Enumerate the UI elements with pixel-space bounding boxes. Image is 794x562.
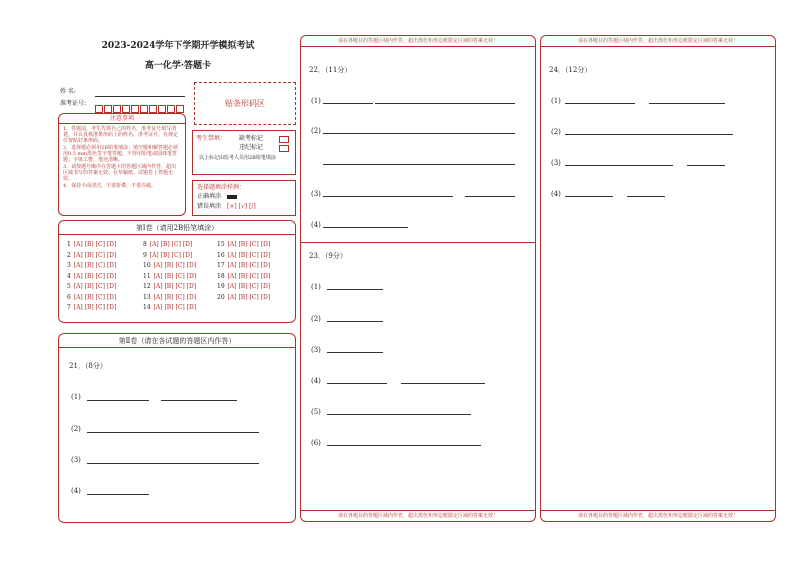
- part1-title: 第Ⅰ卷（请用2B铅笔填涂）: [135, 224, 219, 232]
- mc-question-number: 14: [143, 304, 153, 311]
- column3-box: [540, 35, 776, 522]
- notice-item: 1．答题前，考生先将自己的姓名，准考证号填写清楚，并认真核准条形码上的姓名、准考证号，在规定位置贴好条形码。: [63, 126, 179, 144]
- q23-answer-line[interactable]: [327, 383, 387, 384]
- bottom-warning: 请在各题目的答题区域内作答，超出黑色矩形边框限定区域的答案无效！: [337, 513, 498, 519]
- violation-checkbox[interactable]: [279, 145, 289, 152]
- q22-answer-line[interactable]: [323, 103, 373, 104]
- notice-item: 4．保持卡面清洁，不要折叠、不要弄破。: [63, 183, 157, 189]
- mc-options[interactable]: [A] [B] [C] [D]: [227, 293, 271, 301]
- mc-question-number: 10: [143, 262, 153, 269]
- q24-answer-line[interactable]: [649, 103, 725, 104]
- notice-title: 注意事项: [59, 114, 185, 124]
- mc-question-number: 3: [67, 262, 73, 269]
- q23-answer-line[interactable]: [327, 445, 481, 446]
- absent-checkbox[interactable]: [279, 136, 289, 143]
- q22-part-1: (1): [311, 97, 321, 105]
- q22-part-4: (4): [311, 221, 321, 229]
- id-digit-cell[interactable]: [176, 105, 184, 113]
- mc-question-row[interactable]: [67, 294, 117, 301]
- mc-question-row[interactable]: [67, 262, 117, 269]
- mc-question-row[interactable]: [67, 273, 117, 280]
- q21-part-3: (3): [71, 456, 81, 464]
- part1-box: [58, 220, 296, 323]
- mc-options[interactable]: [A] [B] [C] [D]: [149, 241, 193, 248]
- mc-question-row[interactable]: [143, 241, 193, 248]
- part2-box: [58, 333, 296, 523]
- bottom-warning-divider: [301, 510, 535, 511]
- top-warning-divider: [541, 46, 775, 47]
- q21-part-2: (2): [71, 425, 81, 433]
- page-title: 2023-2024学年下学期开学模拟考试: [101, 41, 255, 51]
- q22-q23-divider: [301, 242, 535, 243]
- mc-question-row[interactable]: [67, 252, 117, 259]
- mc-question-row[interactable]: [143, 283, 197, 290]
- notice-item: 3．请按题号顺序在答题卡的答题区域内作答，超出区域书写的答案无效；在草稿纸、试题卷上答题无效。: [63, 164, 177, 182]
- fill-sample-title: 选择题填涂样例：: [197, 184, 246, 191]
- exam-flag-note: 以上标记由监考人员用2B铅笔填涂: [199, 155, 276, 161]
- mc-options[interactable]: [A] [B] [C] [D]: [73, 293, 117, 301]
- q21-part-4: (4): [71, 487, 81, 495]
- mc-question-row[interactable]: [217, 262, 271, 269]
- mc-question-number: 15: [217, 241, 227, 248]
- q21-answer-line[interactable]: [161, 400, 237, 401]
- mc-options[interactable]: [A] [B] [C] [D]: [153, 293, 197, 301]
- q22-part-2: (2): [311, 127, 321, 135]
- mc-question-number: 4: [67, 272, 73, 280]
- q23-label: 23．（9分）: [309, 252, 347, 260]
- top-warning-divider: [301, 46, 535, 47]
- mc-question-row[interactable]: [67, 241, 117, 248]
- q23-answer-line[interactable]: [327, 289, 383, 290]
- q24-answer-line[interactable]: [565, 165, 673, 166]
- q22-part-3: (3): [311, 190, 321, 198]
- q22-answer-line[interactable]: [465, 196, 515, 197]
- mc-options[interactable]: [A] [B] [C] [D]: [73, 283, 117, 290]
- id-digit-cell[interactable]: [140, 105, 148, 113]
- notice-box: [58, 113, 186, 216]
- mc-question-number: 8: [143, 241, 149, 248]
- q21-answer-line[interactable]: [87, 432, 259, 433]
- mc-options[interactable]: [A] [B] [C] [D]: [153, 304, 197, 311]
- q21-part-1: (1): [71, 393, 81, 401]
- mc-question-row[interactable]: [143, 304, 197, 311]
- q23-part-5: (5): [311, 408, 321, 416]
- wrong-fill-label: 错误填涂: [197, 203, 222, 210]
- top-warning: 请在各题目的答题区域内作答，超出黑色矩形边框限定区域的答案无效！: [337, 38, 498, 44]
- q22-answer-line[interactable]: [375, 103, 515, 104]
- bottom-warning: 请在各题目的答题区域内作答，超出黑色矩形边框限定区域的答案无效！: [577, 513, 738, 519]
- notice-item: 2．选择题必须用2B铅笔填涂；填空题和解答题必须用0.5 mm黑色签字笔答题，不得用铅笔或圆珠笔答题；字体工整、笔迹清晰。: [63, 145, 179, 163]
- id-digit-cell[interactable]: [158, 105, 166, 113]
- q24-answer-line[interactable]: [687, 165, 725, 166]
- q23-answer-line[interactable]: [327, 321, 383, 322]
- mc-question-row[interactable]: [143, 252, 193, 259]
- mc-options[interactable]: [A] [B] [C] [D]: [153, 272, 197, 280]
- wrong-fill-marks: [×] [√] [/]: [227, 203, 256, 210]
- fill-sample-box: [192, 180, 296, 216]
- mc-question-row[interactable]: [217, 283, 271, 290]
- id-digit-cell[interactable]: [149, 105, 157, 113]
- q21-label: 21．（8分）: [69, 362, 107, 370]
- q22-answer-line[interactable]: [323, 227, 408, 228]
- q21-answer-line[interactable]: [87, 463, 259, 464]
- q23-part-6: (6): [311, 439, 321, 447]
- mc-options[interactable]: [A] [B] [C] [D]: [73, 272, 117, 280]
- mc-options[interactable]: [A] [B] [C] [D]: [227, 283, 271, 290]
- q24-part-1: (1): [551, 97, 561, 105]
- mc-question-number: 16: [217, 251, 227, 259]
- mc-question-number: 17: [217, 262, 227, 269]
- id-digit-cell[interactable]: [113, 105, 121, 113]
- mc-question-number: 18: [217, 272, 227, 280]
- q22-label: 22．（11分）: [309, 66, 352, 74]
- mc-question-number: 1: [67, 241, 73, 248]
- mc-question-row[interactable]: [217, 294, 271, 301]
- q23-answer-line[interactable]: [327, 352, 383, 353]
- mc-question-row[interactable]: [143, 262, 197, 269]
- name-field[interactable]: [95, 96, 185, 97]
- exam-flag-label: 考生禁填：: [196, 135, 227, 142]
- mc-question-number: 19: [217, 283, 227, 290]
- mc-question-number: 7: [67, 304, 73, 311]
- mc-options[interactable]: [A] [B] [C] [D]: [227, 272, 271, 280]
- q23-part-2: (2): [311, 315, 321, 323]
- top-warning: 请在各题目的答题区域内作答，超出黑色矩形边框限定区域的答案无效！: [577, 38, 738, 44]
- q24-answer-line[interactable]: [565, 103, 635, 104]
- mc-question-number: 5: [67, 283, 73, 290]
- q24-answer-line[interactable]: [627, 196, 665, 197]
- mc-question-number: 2: [67, 251, 73, 259]
- id-digit-cell[interactable]: [167, 105, 175, 113]
- q24-label: 24．（12分）: [549, 66, 592, 74]
- mc-options[interactable]: [A] [B] [C] [D]: [73, 304, 117, 311]
- q21-answer-line[interactable]: [87, 400, 149, 401]
- mc-options[interactable]: [A] [B] [C] [D]: [227, 241, 271, 248]
- mc-options[interactable]: [A] [B] [C] [D]: [73, 251, 117, 259]
- name-label: 姓 名:: [60, 88, 76, 95]
- mc-question-row[interactable]: [67, 304, 117, 311]
- mc-question-row[interactable]: [67, 283, 117, 290]
- correct-fill-label: 正确填涂: [197, 193, 222, 200]
- absent-label: 缺考标记: [239, 135, 264, 142]
- mc-question-row[interactable]: [217, 252, 271, 259]
- q22-answer-line[interactable]: [323, 133, 515, 134]
- mc-question-number: 9: [143, 251, 149, 259]
- mc-options[interactable]: [A] [B] [C] [D]: [227, 262, 271, 269]
- page-subtitle: 高一化学·答题卡: [144, 61, 212, 71]
- q22-answer-line[interactable]: [323, 164, 515, 165]
- mc-question-row[interactable]: [217, 273, 271, 280]
- id-digit-cell[interactable]: [104, 105, 112, 113]
- column2-box: [300, 35, 536, 522]
- part2-divider: [59, 347, 295, 348]
- mc-options[interactable]: [A] [B] [C] [D]: [153, 262, 197, 269]
- id-digit-cell[interactable]: [122, 105, 130, 113]
- id-digit-cell[interactable]: [131, 105, 139, 113]
- exam-flag-box: [192, 130, 296, 175]
- q24-answer-line[interactable]: [565, 196, 613, 197]
- q21-answer-line[interactable]: [87, 494, 149, 495]
- mc-question-number: 6: [67, 293, 73, 301]
- id-label: 准考证号:: [60, 100, 87, 107]
- q23-part-3: (3): [311, 346, 321, 354]
- part1-divider: [59, 234, 295, 235]
- bottom-warning-divider: [541, 510, 775, 511]
- mc-options[interactable]: [A] [B] [C] [D]: [73, 262, 117, 269]
- correct-fill-mark: [227, 195, 237, 199]
- mc-question-row[interactable]: [143, 294, 197, 301]
- id-digit-cell[interactable]: [95, 105, 103, 113]
- mc-question-row[interactable]: [143, 273, 197, 280]
- q24-answer-line[interactable]: [565, 134, 733, 135]
- q22-answer-line[interactable]: [323, 196, 453, 197]
- q23-answer-line[interactable]: [327, 414, 471, 415]
- mc-question-number: 13: [143, 293, 153, 301]
- mc-question-number: 20: [217, 293, 227, 301]
- q23-answer-line[interactable]: [401, 383, 485, 384]
- mc-question-number: 12: [143, 283, 153, 290]
- mc-options[interactable]: [A] [B] [C] [D]: [227, 251, 271, 259]
- part2-title: 第Ⅱ卷（请在各试题的答题区内作答）: [118, 337, 236, 345]
- q23-part-1: (1): [311, 283, 321, 291]
- q24-part-4: (4): [551, 190, 561, 198]
- q24-part-2: (2): [551, 128, 561, 136]
- mc-options[interactable]: [A] [B] [C] [D]: [153, 283, 197, 290]
- mc-options[interactable]: [A] [B] [C] [D]: [149, 251, 193, 259]
- violation-label: 违纪标记: [239, 144, 264, 151]
- barcode-label: 贴条形码区: [225, 99, 265, 108]
- mc-question-number: 11: [143, 272, 153, 280]
- q24-part-3: (3): [551, 159, 561, 167]
- mc-question-row[interactable]: [217, 241, 271, 248]
- mc-options[interactable]: [A] [B] [C] [D]: [73, 241, 117, 248]
- barcode-area: [194, 82, 296, 125]
- q23-part-4: (4): [311, 377, 321, 385]
